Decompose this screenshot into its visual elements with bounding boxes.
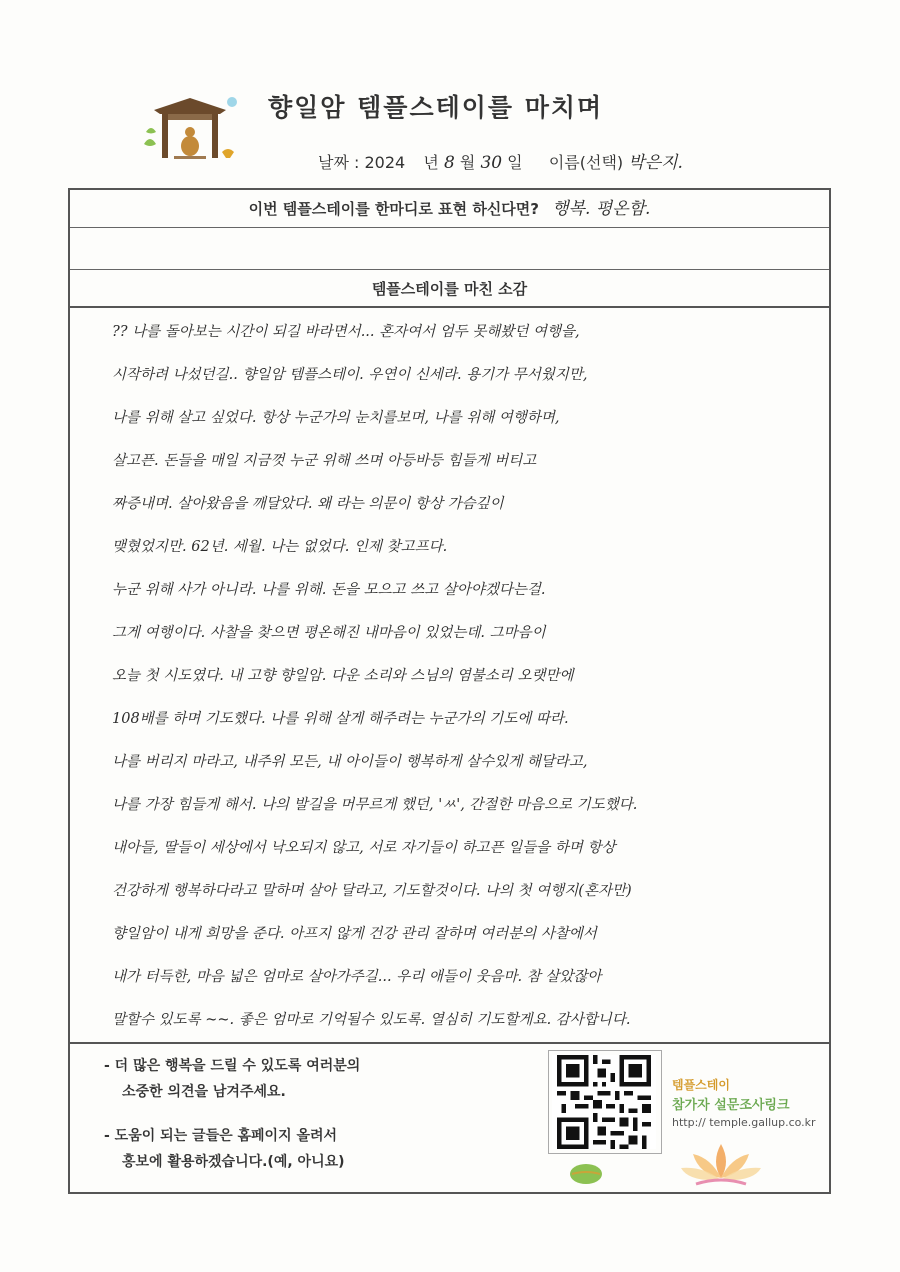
essay-line: 오늘 첫 시도였다. 내 고향 향일암. 다운 소리와 스님의 염불소리 오랫만에	[112, 668, 574, 684]
month-value: 8	[443, 153, 455, 173]
essay-line: 나를 위해 살고 싶었다. 항상 누군가의 눈치를보며, 나를 위해 여행하며,	[112, 410, 560, 426]
form-frame	[68, 188, 831, 1194]
footer-line-1: - 더 많은 행복을 드릴 수 있도록 여러분의	[104, 1058, 361, 1074]
survey-link[interactable]: http:// temple.gallup.co.kr	[672, 1116, 816, 1129]
question-row	[70, 190, 829, 228]
survey-subtitle: 참가자 설문조사링크	[672, 1098, 790, 1113]
essay-line: 시작하려 나섰던길.. 향일암 템플스테이. 우연이 신세라. 용기가 무서웠지만,	[112, 367, 588, 383]
essay-line: 누군 위해 사가 아니라. 나를 위해. 돈을 모으고 쓰고 살아야겠다는걸.	[112, 582, 546, 598]
month-unit: 월	[459, 153, 476, 172]
lotus-icon	[676, 1138, 766, 1188]
temple-logo	[140, 92, 240, 172]
essay-line: 맺혔었지만. 62년. 세월. 나는 없었다. 인제 찾고프다.	[112, 539, 448, 555]
name-value: 박은지.	[628, 153, 683, 173]
leaf-icon	[568, 1158, 604, 1186]
footer-line-4: 홍보에 활용하겠습니다.(예, 아니요)	[122, 1154, 345, 1170]
footer-line-2: 소중한 의견을 남겨주세요.	[122, 1084, 286, 1100]
day-unit: 일	[507, 153, 523, 172]
essay-line: 말할수 있도록 ~~. 좋은 엄마로 기억될수 있도록. 열심히 기도할게요. 감사합니다.	[112, 1012, 631, 1028]
year-value: 2024	[364, 153, 406, 172]
date-label: 날짜 :	[318, 153, 360, 172]
page-title: 향일암 템플스테이를 마치며	[268, 93, 604, 122]
essay-line: 짜증내며. 살아왔음을 깨달았다. 왜 라는 의문이 항상 가슴깊이	[112, 496, 504, 512]
day-value: 30	[480, 153, 503, 173]
essay-area	[70, 308, 829, 1044]
essay-line: 내가 터득한, 마음 넓은 엄마로 살아가주길... 우리 애들이 웃음마. 참 살았잖아	[112, 969, 602, 985]
question-label: 이번 템플스테이를 한마디로 표현 하신다면?	[248, 200, 539, 218]
essay-line: 나를 가장 힘들게 해서. 나의 발길을 머무르게 했던, 'ㅆ', 간절한 마음으로 기도했다.	[112, 797, 638, 813]
essay-line: 내아들, 딸들이 세상에서 낙오되지 않고, 서로 자기들이 하고픈 일들을 하며 항상	[112, 840, 616, 856]
essay-line: 그게 여행이다. 사찰을 찾으면 평온해진 내마음이 있었는데. 그마음이	[112, 625, 546, 641]
essay-line: 향일암이 내게 희망을 준다. 아프지 않게 건강 관리 잘하며 여러분의 사찰에서	[112, 926, 597, 942]
qr-code-icon[interactable]	[552, 1055, 656, 1149]
section-label: 템플스테이를 마친 소감	[371, 280, 528, 298]
essay-line: 108배를 하며 기도했다. 나를 위해 살게 해주려는 누군가의 기도에 따라.	[112, 711, 569, 727]
essay-line: 나를 버리지 마라고, 내주위 모든, 내 아이들이 행복하게 살수있게 해달라고,	[112, 754, 588, 770]
essay-line: 살고픈. 돈들을 매일 지금껏 누군 위해 쓰며 아등바등 힘들게 버티고	[112, 453, 537, 469]
name-label: 이름(선택)	[548, 153, 624, 172]
survey-title: 템플스테이	[672, 1078, 730, 1092]
blank-row	[70, 228, 829, 270]
question-answer: 행복. 평온함.	[552, 199, 651, 219]
footer-line-3: - 도움이 되는 글들은 홈페이지 올려서	[104, 1128, 338, 1144]
year-unit: 년	[423, 153, 439, 172]
essay-line: ?? 나를 돌아보는 시간이 되길 바라면서... 혼자여서 엄두 못해봤던 여행을,	[112, 324, 580, 340]
section-header	[70, 270, 829, 308]
date-line	[318, 148, 683, 173]
essay-line: 건강하게 행복하다라고 말하며 살아 달라고, 기도할것이다. 나의 첫 여행지(혼자만)	[112, 883, 632, 899]
